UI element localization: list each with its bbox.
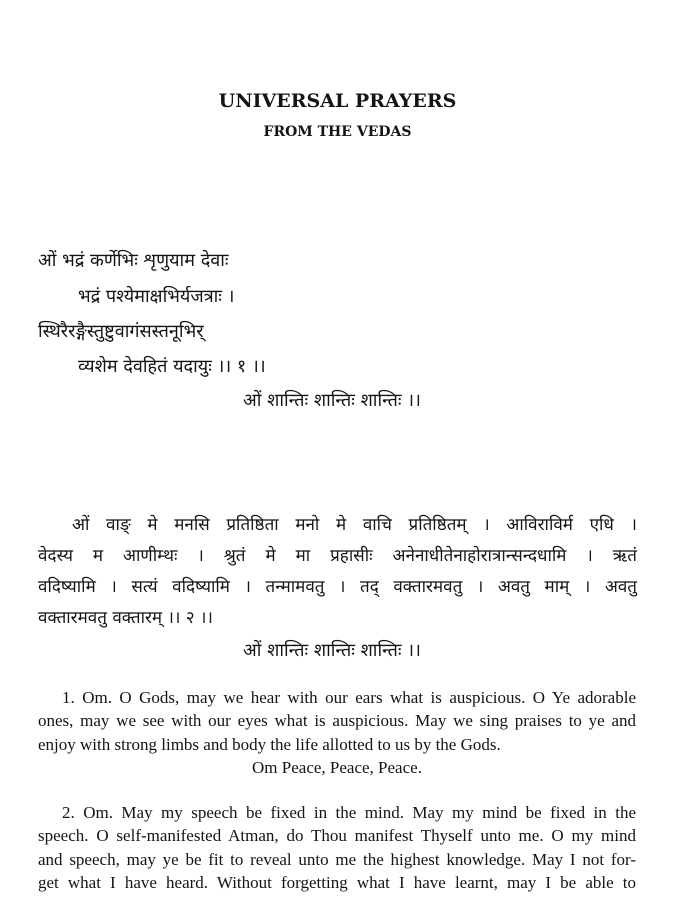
peace-line: Om Peace, Peace, Peace. [252, 757, 422, 777]
translation-line: speech. O self-manifested Atman, do Thou manifest Thyself unto me. O my mind [38, 826, 636, 846]
translation-line: and speech, may ye be fit to reveal unto me the highest knowledge. May I not for- [38, 849, 636, 869]
sanskrit-line: वदिष्यामि । सत्यं वदिष्यामि । तन्मामवतु । तद् वक्तारमवतु । अवतु माम् । अवतु [38, 577, 637, 597]
translation-1 [38, 686, 636, 779]
sanskrit-line: ओं वाङ् मे मनसि प्रतिष्ठिता मनो मे वाचि प्रतिष्ठितम् । आविराविर्म एधि । [72, 515, 637, 535]
sanskrit-line: भद्रं पश्येमाक्षभिर्यजत्राः । [78, 286, 235, 307]
sanskrit-line: स्थिरैरङ्गैस्तुष्टुवागंसस्तनूभिर् [38, 321, 204, 342]
sanskrit-line: वक्तारमवतु वक्तारम् ।। २ ।। [38, 608, 213, 628]
prayer-2-sanskrit [38, 510, 637, 634]
shanti-line: ओं शान्तिः शान्तिः शान्तिः ।। [243, 640, 421, 661]
shanti-line: ओं शान्तिः शान्तिः शान्तिः ।। [243, 390, 421, 411]
translation-line: get what I have heard. Without forgetting what I have learnt, may I be able to [38, 872, 636, 892]
translation-line: 2. Om. May my speech be fixed in the mind. May my mind be fixed in the [62, 803, 636, 822]
sanskrit-line: वेदस्य म आणीम्थः । श्रुतं मे मा प्रहासीः अनेनाधीतेनाहोरात्रान्सन्दधामि । ऋतं [38, 546, 637, 566]
translation-line: ones, may we see with our eyes what is auspicious. May we sing praises to ye and [38, 711, 636, 731]
page-subtitle: FROM THE VEDAS [263, 124, 412, 140]
sanskrit-line: ओं भद्रं कर्णेभिः शृणुयाम देवाः [38, 250, 229, 271]
sanskrit-line: व्यशेम देवहितं यदायुः ।। १ ।। [78, 356, 266, 377]
translation-line: 1. Om. O Gods, may we hear with our ears what is auspicious. O Ye adorable [62, 688, 636, 707]
page-title: UNIVERSAL PRAYERS [218, 90, 457, 112]
translation-2 [38, 801, 636, 894]
translation-line: enjoy with strong limbs and body the life allotted to us by the Gods. [38, 734, 501, 754]
